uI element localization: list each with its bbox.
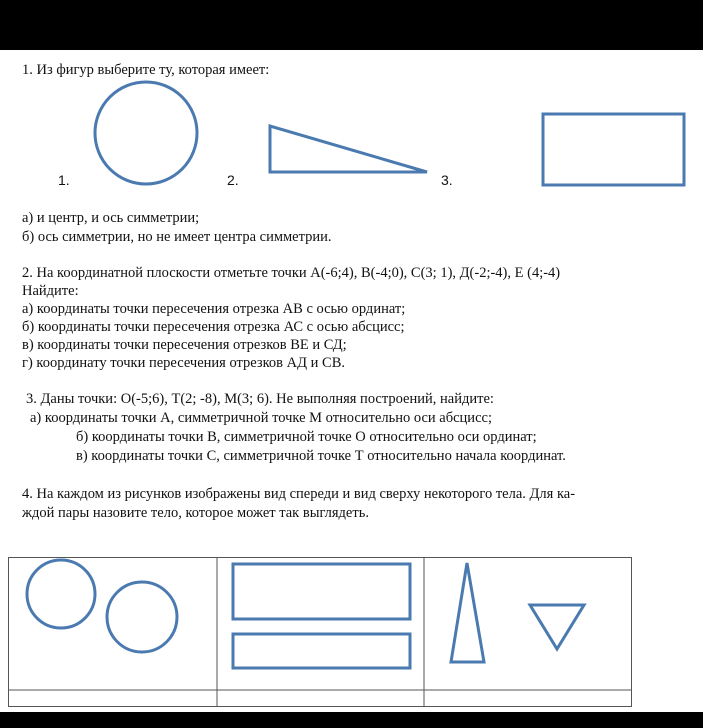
task3-item-c: в) координаты точки С, симметричной точке Т относительно начала координат. <box>76 448 566 464</box>
task1-option-a: а) и центр, и ось симметрии; <box>22 210 200 226</box>
rectangle-figure <box>543 114 684 185</box>
cell3-top-triangle <box>530 605 584 649</box>
task3-item-a: а) координаты точки А, симметричной точке М относительно оси абсцисс; <box>30 410 492 426</box>
figure-label-3: 3. <box>441 172 453 188</box>
views-table <box>8 557 632 707</box>
task2-item-b: б) координаты точки пересечения отрезка АС с осью абсцисс; <box>22 319 405 335</box>
table-border <box>9 558 632 707</box>
cell1-front-circle <box>27 560 95 628</box>
cell3-front-triangle <box>451 563 484 662</box>
task1-figures <box>0 0 703 200</box>
circle-figure <box>95 82 197 184</box>
cell2-top-rectangle <box>233 634 410 668</box>
task4-line2: ждой пары назовите тело, которое может так выглядеть. <box>22 505 369 521</box>
task3-item-b: б) координаты точки В, симметричной точке О относительно оси ординат; <box>76 429 537 445</box>
task2-item-c: в) координаты точки пересечения отрезков ВЕ и СД; <box>22 337 347 353</box>
task3-question: 3. Даны точки: О(-5;6), Т(2; -8), М(3; 6). Не выполняя построений, найдите: <box>26 391 494 407</box>
task2-item-a: а) координаты точки пересечения отрезка АВ с осью ординат; <box>22 301 406 317</box>
task1-option-b: б) ось симметрии, но не имеет центра симметрии. <box>22 229 332 245</box>
task2-find: Найдите: <box>22 283 79 299</box>
task1-question: 1. Из фигур выберите ту, которая имеет: <box>22 62 270 78</box>
figure-label-2: 2. <box>227 172 239 188</box>
cell2-front-rectangle <box>233 564 410 619</box>
bottom-black-bar <box>0 712 703 728</box>
right-triangle-figure <box>270 126 427 172</box>
task4-line1: 4. На каждом из рисунков изображены вид спереди и вид сверху некоторого тела. Для ка- <box>22 486 576 502</box>
task2-question: 2. На координатной плоскости отметьте точки А(-6;4), В(-4;0), С(3; 1), Д(-2;-4), Е (4;-4) <box>22 265 561 281</box>
cell1-top-circle <box>107 582 177 652</box>
figure-label-1: 1. <box>58 172 70 188</box>
task2-item-d: г) координату точки пересечения отрезков АД и СВ. <box>22 355 345 371</box>
